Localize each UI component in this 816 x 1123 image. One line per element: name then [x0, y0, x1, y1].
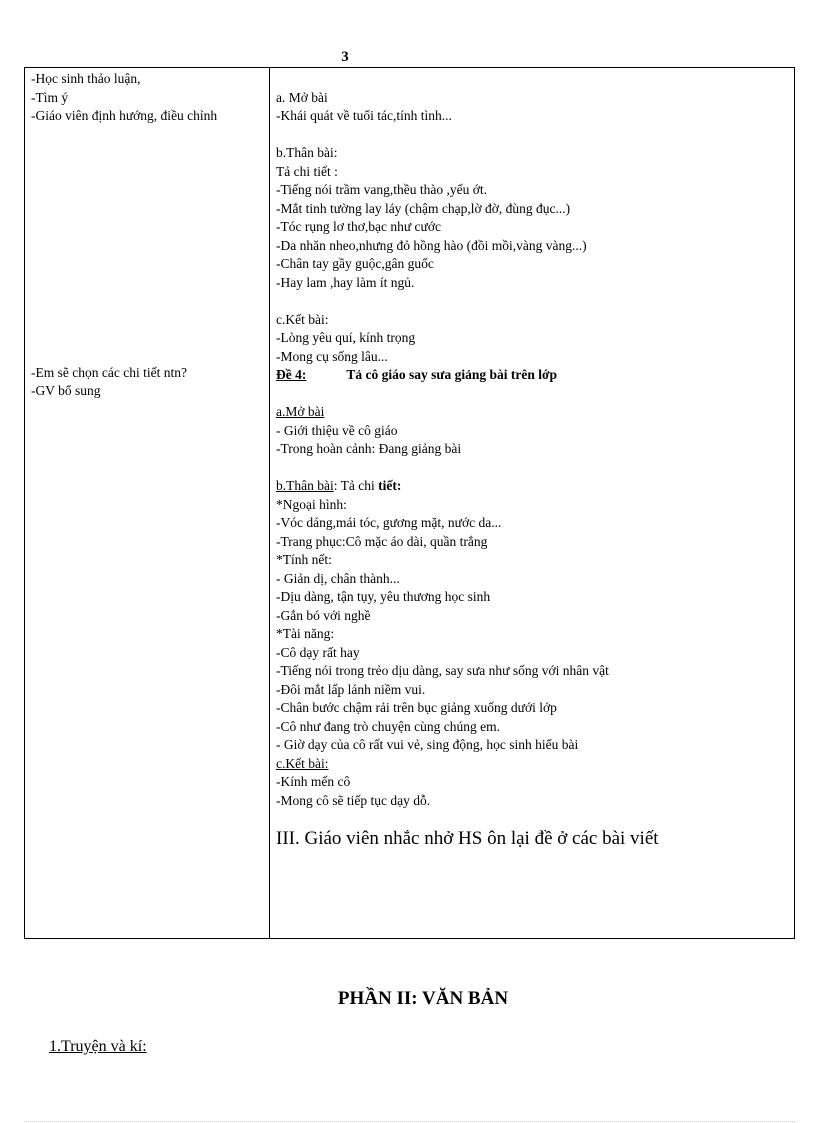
- content-line: *Ngoại hình:: [276, 496, 347, 512]
- content-line: -Mắt tinh tường lay láy (chậm chạp,lờ đờ, đùng đục...): [276, 200, 571, 216]
- content-line: -Tiếng nói trầm vang,thều thào ,yếu ớt.: [276, 182, 487, 197]
- de4-than-bai-heading: [276, 477, 794, 496]
- content-line: -Đôi mắt lấp lánh niềm vui.: [276, 681, 426, 697]
- content-line: -Chân tay gầy guộc,gân guốc: [276, 256, 434, 271]
- content-line: Tả chi tiết :: [276, 163, 338, 179]
- activity-column: [25, 68, 270, 938]
- content-line: -Tiếng nói trong trẻo dịu dàng, say sưa như sống với nhân vật: [276, 663, 609, 678]
- content-line: -Gắn bó với nghề: [276, 607, 371, 623]
- de4-than-bai-bold: tiết:: [378, 478, 402, 493]
- activity-line: -Học sinh thảo luận,: [31, 71, 141, 86]
- content-line: -Chân bước chậm rải trên bục giảng xuống dưới lớp: [276, 700, 557, 715]
- content-line: -Trang phục:Cô mặc áo dài, quần trắng: [276, 533, 488, 549]
- mo-bai-heading: a. Mở bài: [276, 89, 328, 105]
- content-line: *Tính nết:: [276, 552, 332, 567]
- content-table: [24, 67, 795, 939]
- than-bai-heading: b.Thân bài:: [276, 145, 338, 160]
- content-line: -Khái quát về tuổi tác,tính tình...: [276, 108, 452, 123]
- content-column: [270, 68, 794, 938]
- content-line: -Hay lam ,hay làm ít ngủ.: [276, 274, 415, 290]
- content-line: -Vóc dáng,mái tóc, gương mặt, nước da...: [276, 515, 502, 530]
- content-line: - Giới thiệu về cô giáo: [276, 422, 398, 438]
- page-bottom-rule: [24, 1121, 795, 1122]
- ket-bai-heading: c.Kết bài:: [276, 311, 329, 327]
- content-line: -Cô dạy rất hay: [276, 644, 360, 660]
- content-line: - Giản dị, chân thành...: [276, 570, 400, 586]
- de4-title: Tả cô giáo say sưa giảng bài trên lớp: [346, 367, 557, 382]
- content-line: -Cô như đang trò chuyện cùng chúng em.: [276, 718, 501, 734]
- content-line: -Trong hoàn cảnh: Đang giảng bài: [276, 441, 462, 456]
- content-line: -Da nhăn nheo,nhưng đỏ hồng hào (đồi mồi,vàng vàng...): [276, 237, 587, 253]
- activity-line: -Giáo viên định hướng, điều chỉnh: [31, 108, 218, 123]
- sub-title: 1.Truyện và kí:: [49, 1038, 147, 1055]
- de4-heading: [276, 366, 794, 385]
- part-title: PHẦN II: VĂN BẢN: [337, 988, 509, 1009]
- de4-ket-bai-heading: c.Kết bài:: [276, 755, 329, 771]
- de4-mo-bai-heading: a.Mở bài: [276, 404, 325, 419]
- de4-than-bai-label: b.Thân bài: [276, 478, 334, 493]
- content-line: *Tài năng:: [276, 626, 335, 641]
- activity-line: -Tìm ý: [31, 89, 69, 105]
- content-line: -Dịu dàng, tận tụy, yêu thương học sinh: [276, 589, 491, 604]
- page-number: 3: [341, 49, 349, 65]
- content-line: -Tóc rụng lơ thơ,bạc như cước: [276, 219, 441, 234]
- de4-than-bai-suffix: : Tả chi: [333, 478, 379, 493]
- activity-line: -Em sẽ chọn các chi tiết ntn?: [31, 364, 187, 380]
- activity-line: -GV bổ sung: [31, 383, 101, 398]
- content-line: - Giờ dạy của cô rất vui vẻ, sing động, học sinh hiểu bài: [276, 737, 579, 752]
- content-line: -Mong cô sẽ tiếp tục dạy dỗ.: [276, 792, 431, 808]
- content-line: -Kính mến cô: [276, 774, 351, 789]
- section-3-heading: III. Giáo viên nhắc nhở HS ôn lại đề ở các bài viết: [276, 828, 659, 849]
- content-line: -Lòng yêu quí, kính trọng: [276, 330, 416, 345]
- de4-label: Đề 4:: [276, 367, 307, 382]
- content-line: -Mong cụ sống lâu...: [276, 348, 388, 364]
